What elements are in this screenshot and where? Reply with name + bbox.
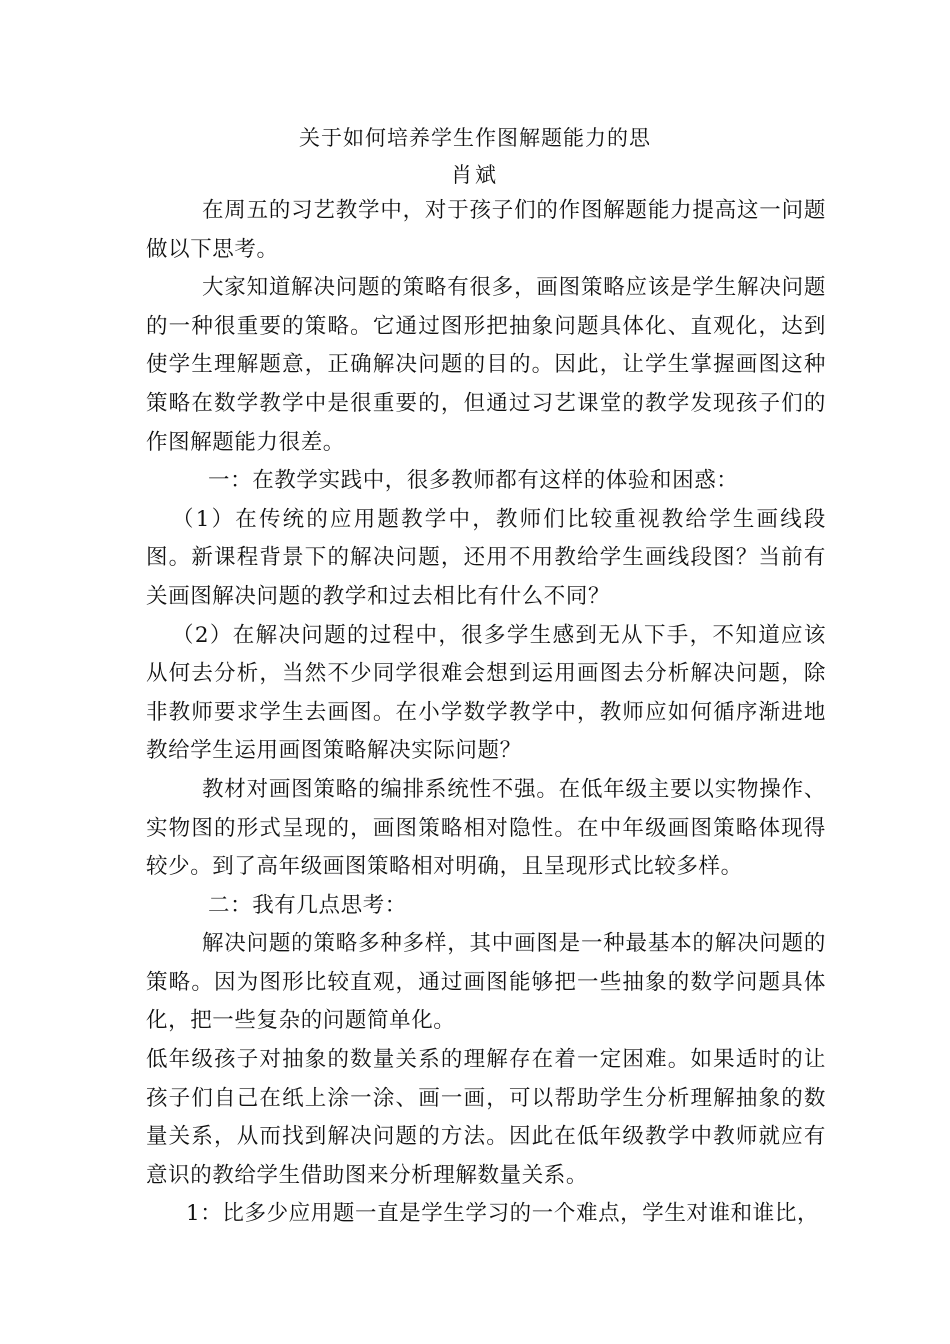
document-title: 关于如何培养学生作图解题能力的思: [299, 126, 651, 150]
document-body: [146, 192, 826, 1234]
paragraph-intro: 在周五的习艺教学中，对于孩子们的作图解题能力提高这一问题做以下思考。: [146, 198, 826, 262]
paragraph-point-1: 1：比多少应用题一直是学生学习的一个难点，学生对谁和谁比，: [186, 1201, 820, 1227]
paragraph-question-1: （1）在传统的应用题教学中，教师们比较重视教给学生画线段图。新课程背景下的解决问题，还用不用教给学生画线段图？当前有关画图解决问题的教学和过去相比有什么不同？: [146, 506, 826, 609]
paragraph-question-2: （2）在解决问题的过程中，很多学生感到无从下手，不知道应该从何去分析，当然不少同学很难会想到运用画图去分析解决问题，除非教师要求学生去画图。在小学数学教学中，教师应如何循序渐进地教给学生运用画图策略解决实际问题？: [146, 622, 826, 764]
document-author: 肖斌: [451, 163, 499, 187]
paragraph-drawing-strategy: 解决问题的策略多种多样，其中画图是一种最基本的解决问题的策略。因为图形比较直观，通过画图能够把一些抽象的数学问题具体化，把一些复杂的问题简单化。: [146, 931, 826, 1034]
section-heading-one: 一：在教学实践中，很多教师都有这样的体验和困惑：: [208, 468, 739, 494]
paragraph-strategy: 大家知道解决问题的策略有很多，画图策略应该是学生解决问题的一种很重要的策略。它通过图形把抽象问题具体化、直观化，达到使学生理解题意，正确解决问题的目的。因此，让学生掌握画图这种策略在数学教学中是很重要的，但通过习艺课堂的教学发现孩子们的作图解题能力很差。: [146, 275, 826, 455]
section-heading-two: 二：我有几点思考：: [208, 892, 407, 918]
paragraph-textbook: 教材对画图策略的编排系统性不强。在低年级主要以实物操作、实物图的形式呈现的，画图策略相对隐性。在中年级画图策略体现得较少。到了高年级画图策略相对明确，且呈现形式比较多样。: [146, 776, 826, 880]
paragraph-lower-grades: 低年级孩子对抽象的数量关系的理解存在着一定困难。如果适时的让孩子们自己在纸上涂一涂、画一画，可以帮助学生分析理解抽象的数量关系，从而找到解决问题的方法。因此在低年级教学中教师就应有意识的教给学生借助图来分析理解数量关系。: [146, 1047, 826, 1188]
